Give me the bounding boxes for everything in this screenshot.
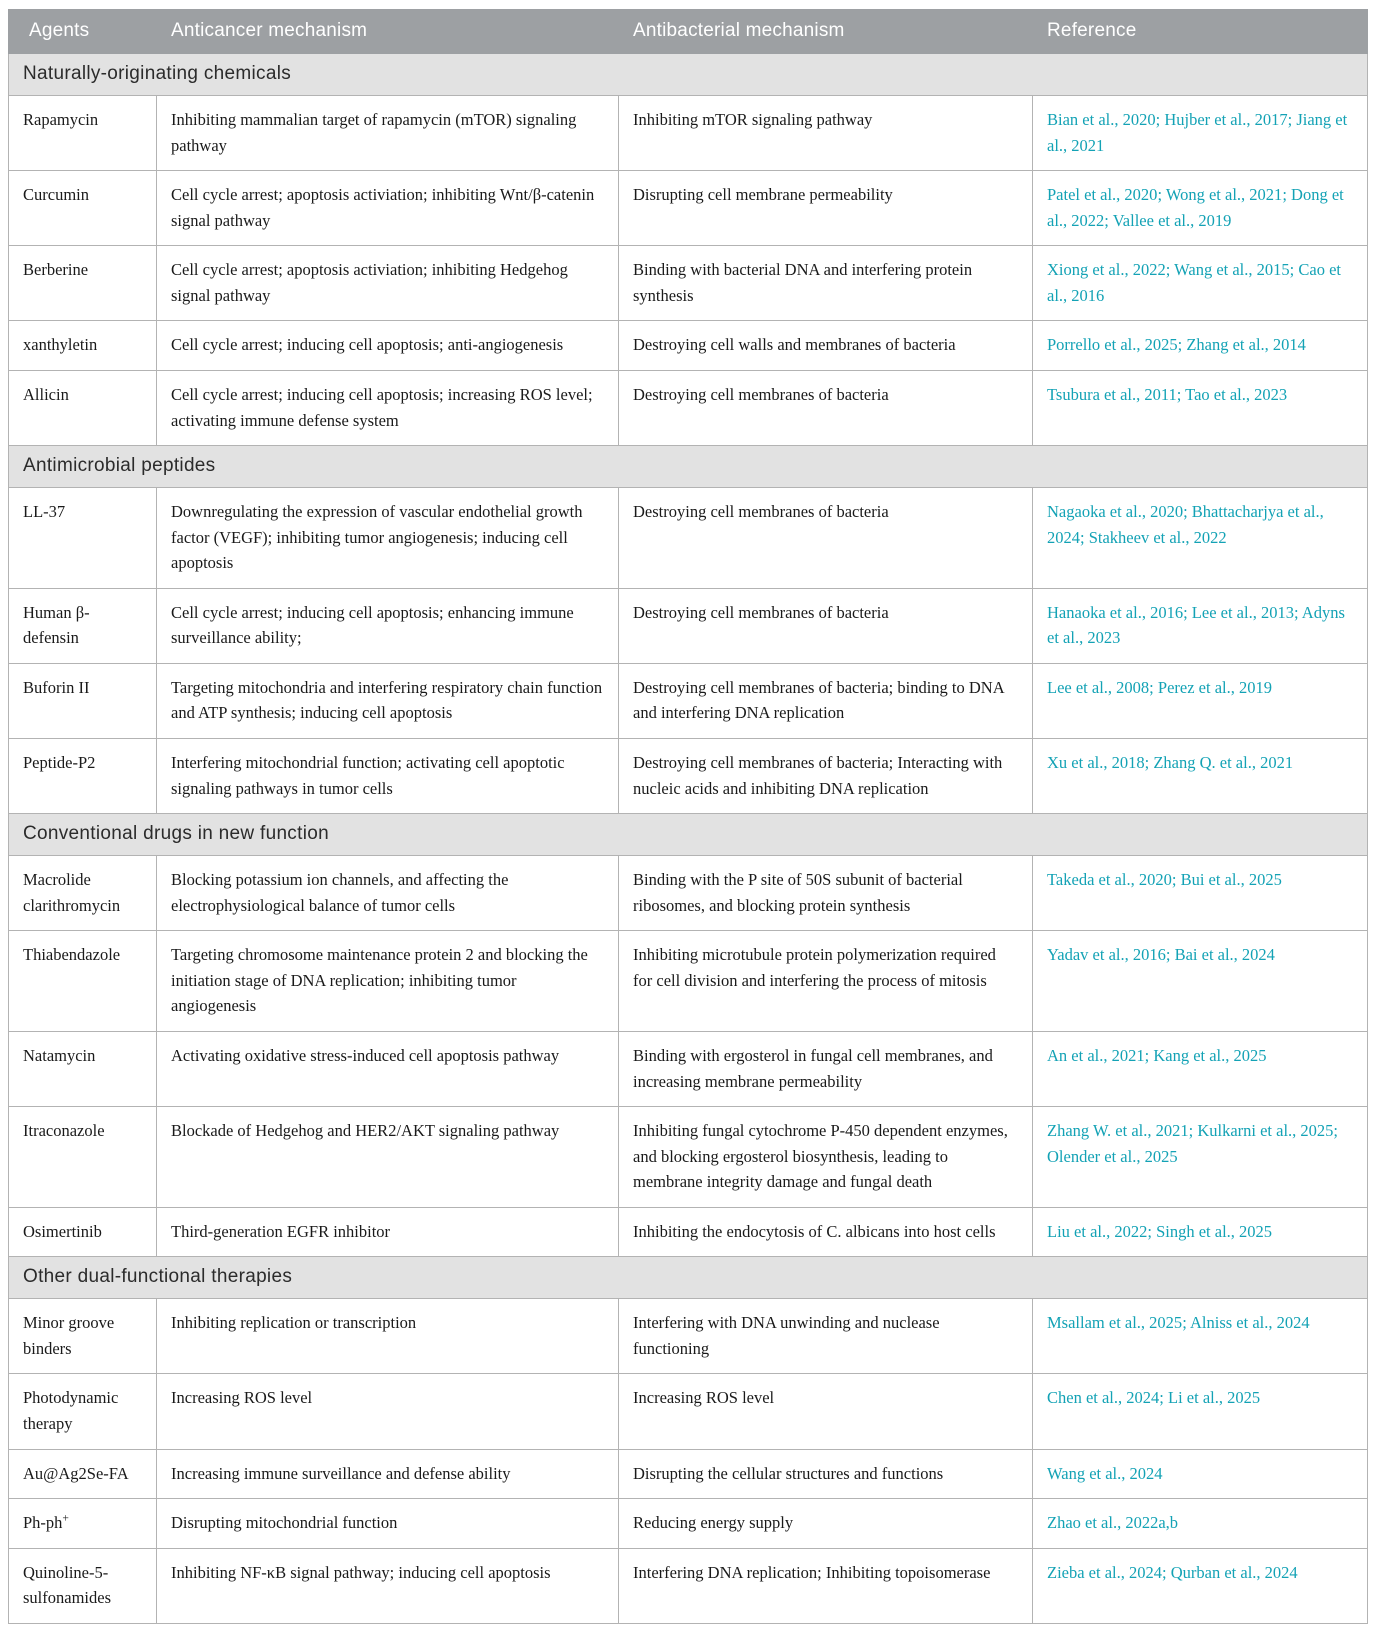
- reference-cell: Tsubura et al., 2011; Tao et al., 2023: [1033, 370, 1368, 445]
- dual-function-agents-table: [8, 9, 1368, 1624]
- table-row: [9, 663, 1368, 738]
- table-row: [9, 171, 1368, 246]
- antibacterial-mechanism-cell: Destroying cell walls and membranes of bacteria: [619, 321, 1033, 371]
- agent-cell: Allicin: [9, 370, 157, 445]
- reference-cell: Xu et al., 2018; Zhang Q. et al., 2021: [1033, 739, 1368, 814]
- anticancer-mechanism-cell: Cell cycle arrest; apoptosis activiation; inhibiting Hedgehog signal pathway: [157, 246, 619, 321]
- reference-link[interactable]: Vallee et al., 2019: [1112, 210, 1232, 230]
- reference-link[interactable]: Tsubura et al., 2011: [1047, 384, 1177, 404]
- column-header-reference: Reference: [1033, 10, 1368, 54]
- agent-cell: Human β-defensin: [9, 588, 157, 663]
- antibacterial-mechanism-cell: Destroying cell membranes of bacteria; binding to DNA and interfering DNA replication: [619, 663, 1033, 738]
- table-row: [9, 1299, 1368, 1374]
- anticancer-mechanism-cell: Inhibiting mammalian target of rapamycin (mTOR) signaling pathway: [157, 96, 619, 171]
- anticancer-mechanism-cell: Cell cycle arrest; inducing cell apoptosis; increasing ROS level; activating immune defense system: [157, 370, 619, 445]
- reference-link[interactable]: Takeda et al., 2020: [1047, 870, 1172, 890]
- section-title: Antimicrobial peptides: [9, 446, 1368, 488]
- reference-link[interactable]: Hujber et al., 2017: [1164, 110, 1288, 129]
- table-row: [9, 370, 1368, 445]
- reference-link[interactable]: Singh et al., 2025: [1156, 1221, 1273, 1241]
- reference-cell: Hanaoka et al., 2016; Lee et al., 2013; Adyns et al., 2023: [1033, 588, 1368, 663]
- reference-link[interactable]: Jiang et al., 2021: [1047, 110, 1348, 155]
- anticancer-mechanism-cell: Disrupting mitochondrial function: [157, 1499, 619, 1549]
- agent-superscript: +: [62, 1512, 69, 1525]
- table-row: [9, 96, 1368, 171]
- antibacterial-mechanism-cell: Binding with ergosterol in fungal cell membranes, and increasing membrane permeability: [619, 1031, 1033, 1106]
- agent-cell: Itraconazole: [9, 1107, 157, 1208]
- antibacterial-mechanism-cell: Reducing energy supply: [619, 1499, 1033, 1549]
- reference-link[interactable]: Wang et al., 2024: [1047, 1463, 1163, 1483]
- reference-link[interactable]: Kulkarni et al., 2025: [1197, 1121, 1334, 1141]
- section-header-row: [9, 814, 1368, 856]
- section-title: Conventional drugs in new function: [9, 814, 1368, 856]
- reference-link[interactable]: Patel et al., 2020: [1047, 185, 1158, 205]
- antibacterial-mechanism-cell: Interfering with DNA unwinding and nuclease functioning: [619, 1299, 1033, 1374]
- reference-link[interactable]: An et al., 2021: [1047, 1045, 1145, 1065]
- reference-link[interactable]: Lee et al., 2013: [1191, 602, 1294, 622]
- anticancer-mechanism-cell: Increasing immune surveillance and defense ability: [157, 1449, 619, 1499]
- section-header-row: [9, 446, 1368, 488]
- antibacterial-mechanism-cell: Destroying cell membranes of bacteria; Interacting with nucleic acids and inhibiting DNA replication: [619, 739, 1033, 814]
- table-body: [9, 54, 1368, 1624]
- anticancer-mechanism-cell: Inhibiting NF-κB signal pathway; inducing cell apoptosis: [157, 1548, 619, 1623]
- reference-link[interactable]: Qurban et al., 2024: [1170, 1562, 1298, 1582]
- agent-cell: Rapamycin: [9, 96, 157, 171]
- anticancer-mechanism-cell: Downregulating the expression of vascular endothelial growth factor (VEGF); inhibiting tumor angiogenesis; inducing cell apoptosis: [157, 488, 619, 589]
- agent-cell: LL-37: [9, 488, 157, 589]
- reference-link[interactable]: Tao et al., 2023: [1185, 384, 1288, 404]
- reference-link[interactable]: Olender et al., 2025: [1047, 1146, 1178, 1166]
- agent-cell: Curcumin: [9, 171, 157, 246]
- reference-link[interactable]: Cao et al., 2016: [1047, 260, 1341, 305]
- reference-link[interactable]: Zhang W. et al., 2021: [1047, 1121, 1189, 1141]
- reference-link[interactable]: Alniss et al., 2024: [1190, 1313, 1310, 1333]
- antibacterial-mechanism-cell: Inhibiting the endocytosis of C. albicans into host cells: [619, 1207, 1033, 1257]
- agent-cell: Au@Ag2Se-FA: [9, 1449, 157, 1499]
- reference-link[interactable]: Zhang Q. et al., 2021: [1153, 753, 1294, 772]
- anticancer-mechanism-cell: Third-generation EGFR inhibitor: [157, 1207, 619, 1257]
- table-row: [9, 739, 1368, 814]
- anticancer-mechanism-cell: Cell cycle arrest; inducing cell apoptosis; enhancing immune surveillance ability;: [157, 588, 619, 663]
- table-row: [9, 488, 1368, 589]
- table-row: [9, 931, 1368, 1032]
- reference-cell: Liu et al., 2022; Singh et al., 2025: [1033, 1207, 1368, 1257]
- anticancer-mechanism-cell: Cell cycle arrest; apoptosis activiation; inhibiting Wnt/β-catenin signal pathway: [157, 171, 619, 246]
- table-row: [9, 1548, 1368, 1623]
- anticancer-mechanism-cell: Blockade of Hedgehog and HER2/AKT signaling pathway: [157, 1107, 619, 1208]
- reference-link[interactable]: Yadav et al., 2016: [1047, 945, 1166, 965]
- table-row: [9, 856, 1368, 931]
- agent-cell: Osimertinib: [9, 1207, 157, 1257]
- agent-cell: Thiabendazole: [9, 931, 157, 1032]
- table-row: [9, 246, 1368, 321]
- section-title: Other dual-functional therapies: [9, 1257, 1368, 1299]
- reference-cell: Yadav et al., 2016; Bai et al., 2024: [1033, 931, 1368, 1032]
- reference-link[interactable]: Stakheev et al., 2022: [1088, 527, 1227, 547]
- reference-link[interactable]: Xu et al., 2018: [1047, 753, 1145, 772]
- antibacterial-mechanism-cell: Disrupting the cellular structures and functions: [619, 1449, 1033, 1499]
- reference-link[interactable]: Zhao et al., 2022a,b: [1047, 1513, 1179, 1533]
- reference-cell: Zhang W. et al., 2021; Kulkarni et al., 2025; Olender et al., 2025: [1033, 1107, 1368, 1208]
- reference-link[interactable]: Li et al., 2025: [1168, 1388, 1261, 1408]
- agent-cell: Buforin II: [9, 663, 157, 738]
- anticancer-mechanism-cell: Interfering mitochondrial function; activating cell apoptotic signaling pathways in tumor cells: [157, 739, 619, 814]
- agent-cell: xanthyletin: [9, 321, 157, 371]
- reference-cell: Nagaoka et al., 2020; Bhattacharjya et al., 2024; Stakheev et al., 2022: [1033, 488, 1368, 589]
- anticancer-mechanism-cell: Blocking potassium ion channels, and affecting the electrophysiological balance of tumor cells: [157, 856, 619, 931]
- antibacterial-mechanism-cell: Inhibiting fungal cytochrome P-450 dependent enzymes, and blocking ergosterol biosynthesis, leading to membrane integrity damage and fungal death: [619, 1107, 1033, 1208]
- agent-cell: Berberine: [9, 246, 157, 321]
- reference-cell: [1033, 1499, 1368, 1549]
- agent-cell: Photodynamic therapy: [9, 1374, 157, 1449]
- reference-link[interactable]: Wong et al., 2021: [1165, 185, 1283, 205]
- antibacterial-mechanism-cell: Destroying cell membranes of bacteria: [619, 588, 1033, 663]
- reference-link[interactable]: Nagaoka et al., 2020: [1047, 502, 1184, 522]
- column-header-anticancer-mechanism: Anticancer mechanism: [157, 10, 619, 54]
- table-row: [9, 1374, 1368, 1449]
- section-title: Naturally-originating chemicals: [9, 54, 1368, 96]
- table-row: [9, 1449, 1368, 1499]
- antibacterial-mechanism-cell: Interfering DNA replication; Inhibiting topoisomerase: [619, 1548, 1033, 1623]
- agent-cell: Ph-ph+: [9, 1499, 157, 1549]
- anticancer-mechanism-cell: Cell cycle arrest; inducing cell apoptosis; anti-angiogenesis: [157, 321, 619, 371]
- reference-link[interactable]: Hanaoka et al., 2016: [1047, 602, 1184, 622]
- reference-link[interactable]: Lee et al., 2008: [1047, 677, 1150, 697]
- agent-cell: Minor groove binders: [9, 1299, 157, 1374]
- antibacterial-mechanism-cell: Disrupting cell membrane permeability: [619, 171, 1033, 246]
- anticancer-mechanism-cell: Increasing ROS level: [157, 1374, 619, 1449]
- reference-link[interactable]: Bai et al., 2024: [1174, 945, 1275, 965]
- antibacterial-mechanism-cell: Destroying cell membranes of bacteria: [619, 488, 1033, 589]
- reference-cell: Xiong et al., 2022; Wang et al., 2015; Cao et al., 2016: [1033, 246, 1368, 321]
- section-header-row: [9, 1257, 1368, 1299]
- reference-cell: Bian et al., 2020; Hujber et al., 2017; Jiang et al., 2021: [1033, 96, 1368, 171]
- reference-link[interactable]: Zhang et al., 2014: [1186, 335, 1306, 355]
- reference-link[interactable]: Perez et al., 2019: [1157, 677, 1272, 697]
- reference-link[interactable]: Chen et al., 2024: [1047, 1388, 1160, 1408]
- reference-link[interactable]: Xiong et al., 2022: [1047, 260, 1166, 280]
- antibacterial-mechanism-cell: Destroying cell membranes of bacteria: [619, 370, 1033, 445]
- table-row: [9, 321, 1368, 371]
- anticancer-mechanism-cell: Targeting chromosome maintenance protein 2 and blocking the initiation stage of DNA replication; inhibiting tumor angiogenesis: [157, 931, 619, 1032]
- reference-cell: [1033, 1449, 1368, 1499]
- section-header-row: [9, 54, 1368, 96]
- table-row: [9, 588, 1368, 663]
- agent-cell: Quinoline-5-sulfonamides: [9, 1548, 157, 1623]
- header-row: [9, 10, 1368, 54]
- reference-cell: Patel et al., 2020; Wong et al., 2021; Dong et al., 2022; Vallee et al., 2019: [1033, 171, 1368, 246]
- table-header: [9, 10, 1368, 54]
- reference-link[interactable]: Msallam et al., 2025: [1047, 1313, 1183, 1333]
- reference-cell: Lee et al., 2008; Perez et al., 2019: [1033, 663, 1368, 738]
- agent-cell: Peptide-P2: [9, 739, 157, 814]
- reference-link[interactable]: Dong et al., 2022: [1047, 185, 1344, 230]
- anticancer-mechanism-cell: Inhibiting replication or transcription: [157, 1299, 619, 1374]
- column-header-antibacterial-mechanism: Antibacterial mechanism: [619, 10, 1033, 54]
- antibacterial-mechanism-cell: Increasing ROS level: [619, 1374, 1033, 1449]
- reference-link[interactable]: Wang et al., 2015: [1174, 260, 1290, 280]
- column-header-agents: Agents: [9, 10, 157, 54]
- anticancer-mechanism-cell: Targeting mitochondria and interfering respiratory chain function and ATP synthesis; inducing cell apoptosis: [157, 663, 619, 738]
- table-row: [9, 1031, 1368, 1106]
- table-row: [9, 1107, 1368, 1208]
- reference-cell: Chen et al., 2024; Li et al., 2025: [1033, 1374, 1368, 1449]
- table-row: [9, 1499, 1368, 1549]
- antibacterial-mechanism-cell: Binding with bacterial DNA and interfering protein synthesis: [619, 246, 1033, 321]
- reference-cell: Zieba et al., 2024; Qurban et al., 2024: [1033, 1548, 1368, 1623]
- table-row: [9, 1207, 1368, 1257]
- reference-cell: Porrello et al., 2025; Zhang et al., 2014: [1033, 321, 1368, 371]
- antibacterial-mechanism-cell: Binding with the P site of 50S subunit of bacterial ribosomes, and blocking protein synthesis: [619, 856, 1033, 931]
- reference-cell: Msallam et al., 2025; Alniss et al., 2024: [1033, 1299, 1368, 1374]
- reference-cell: An et al., 2021; Kang et al., 2025: [1033, 1031, 1368, 1106]
- reference-link[interactable]: Kang et al., 2025: [1153, 1045, 1267, 1065]
- reference-link[interactable]: Adyns et al., 2023: [1047, 602, 1345, 648]
- agent-cell: Macrolide clarithromycin: [9, 856, 157, 931]
- antibacterial-mechanism-cell: Inhibiting mTOR signaling pathway: [619, 96, 1033, 171]
- anticancer-mechanism-cell: Activating oxidative stress-induced cell apoptosis pathway: [157, 1031, 619, 1106]
- reference-link[interactable]: Bhattacharjya et al., 2024: [1047, 502, 1324, 547]
- agent-cell: Natamycin: [9, 1031, 157, 1106]
- antibacterial-mechanism-cell: Inhibiting microtubule protein polymerization required for cell division and interfering the process of mitosis: [619, 931, 1033, 1032]
- reference-cell: Takeda et al., 2020; Bui et al., 2025: [1033, 856, 1368, 931]
- reference-link[interactable]: Porrello et al., 2025: [1047, 335, 1178, 355]
- reference-link[interactable]: Bian et al., 2020: [1047, 110, 1156, 129]
- reference-link[interactable]: Bui et al., 2025: [1180, 870, 1282, 890]
- reference-link[interactable]: Zieba et al., 2024: [1047, 1562, 1163, 1582]
- reference-link[interactable]: Liu et al., 2022: [1047, 1221, 1148, 1241]
